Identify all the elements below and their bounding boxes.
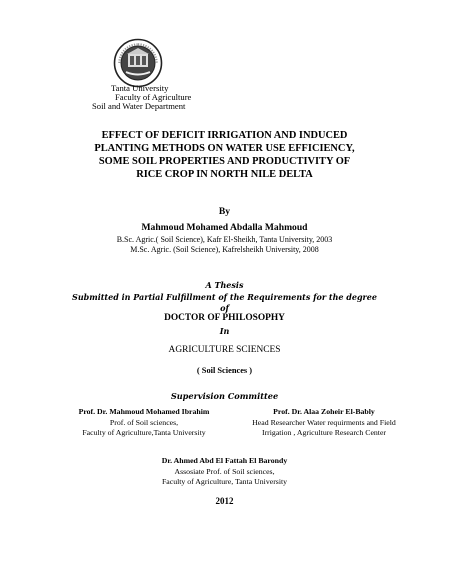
author-degree: B.Sc. Agric.( Soil Science), Kafr El-Sheikh, Tanta University, 2003 [116,235,333,244]
author-degree: M.Sc. Agric. (Soil Science), Kafrelsheikh University, 2008 [130,245,319,254]
submitted-statement: Submitted in Partial Fulfillment of the Requirements for the degree [72,292,377,302]
thesis-title-line: RICE CROP IN NORTH NILE DELTA [136,169,313,180]
committee-heading: Supervision Committee [170,391,279,401]
in-label: In [219,326,230,336]
supervisor-affiliation: Irrigation , Agriculture Research Center [261,428,387,437]
degree-name: DOCTOR OF PHILOSOPHY [164,313,285,323]
university-seal-icon [113,38,163,88]
thesis-year: 2012 [215,496,234,506]
supervisor-name: Prof. Dr. Alaa Zoheir El-Bably [273,407,375,416]
supervisor-affiliation: Faculty of Agriculture,Tanta University [82,428,206,437]
subfield-name: ( Soil Sciences ) [196,366,253,375]
supervisor-name: Dr. Ahmed Abd El Fattah El Barondy [161,456,288,465]
department-name: Soil and Water Department [92,101,186,111]
of-label: of [220,303,229,313]
supervisor-title: Prof. of Soil sciences, [109,418,179,427]
supervisor-affiliation: Faculty of Agriculture, Tanta University [161,477,288,486]
faculty-name: Faculty of Agriculture [115,92,192,102]
supervisor-title: Assosiate Prof. of Soil sciences, [174,467,275,476]
thesis-title-line: SOME SOIL PROPERTIES AND PRODUCTIVITY OF [98,156,351,167]
field-name: AGRICULTURE SCIENCES [168,345,281,355]
supervisor-title: Head Researcher Water requirments and Field [252,418,396,427]
author-name: Mahmoud Mohamed Abdalla Mahmoud [141,222,308,233]
thesis-label: A Thesis [205,280,244,290]
by-label: By [218,206,231,217]
thesis-title-line: EFFECT OF DEFICIT IRRIGATION AND INDUCED [101,130,348,141]
thesis-title-line: PLANTING METHODS ON WATER USE EFFICIENCY, [94,143,355,154]
university-name: Tanta University [111,83,169,93]
supervisor-name: Prof. Dr. Mahmoud Mohamed Ibrahim [78,407,210,416]
